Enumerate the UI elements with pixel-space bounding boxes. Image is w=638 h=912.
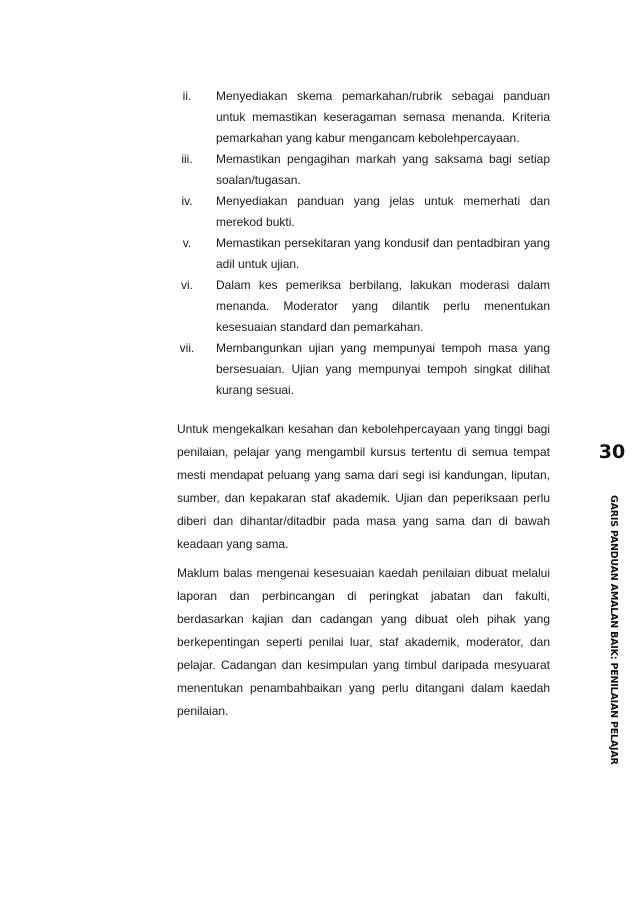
numbered-list [164, 86, 550, 401]
list-item [164, 191, 550, 233]
running-title: GARIS PANDUAN AMALAN BAIK: PENILAIAN PELAJAR [608, 495, 619, 765]
body-paragraph: Untuk mengekalkan kesahan dan kebolehpercayaan yang tinggi bagi penilaian, pelajar yang mengambil kursus tertentu di semua tempat mesti mendapat peluang yang sama dari segi isi kandungan, liputan, sumber, dan kepakaran staf akademik. Ujian dan peperiksaan perlu diberi dan dihantar/ditadbir pada masa yang sama dan di bawah keadaan yang sama. [177, 422, 550, 551]
list-item [164, 86, 550, 149]
list-item-number: vi. [181, 278, 193, 292]
body-paragraph: Maklum balas mengenai kesesuaian kaedah penilaian dibuat melalui laporan dan perbincangan di peringkat jabatan dan fakulti, berdasarkan kajian dan cadangan yang dibuat oleh pihak yang berkepentingan seperti penilai luar, staf akademik, moderator, dan pelajar. Cadangan dan kesimpulan yang timbul daripada mesyuarat menentukan penambahbaikan yang perlu ditangani dalam kaedah penilaian. [177, 566, 550, 718]
list-item-text: Menyediakan skema pemarkahan/rubrik sebagai panduan untuk memastikan keseragaman semasa menanda. Kriteria pemarkahan yang kabur mengancam kebolehpercayaan. [216, 89, 550, 145]
list-item-text: Dalam kes pemeriksa berbilang, lakukan moderasi dalam menanda. Moderator yang dilantik perlu menentukan kesesuaian standard dan pemarkahan. [216, 278, 550, 334]
list-item-number: vii. [179, 341, 195, 355]
list-item [164, 338, 550, 401]
list-item-number: v. [182, 236, 192, 250]
list-item [164, 233, 550, 275]
list-item-text: Menyediakan panduan yang jelas untuk memerhati dan merekod bukti. [216, 194, 550, 229]
list-item-text: Memastikan persekitaran yang kondusif dan pentadbiran yang adil untuk ujian. [216, 236, 550, 271]
list-item-number: iv. [181, 194, 193, 208]
list-item-text: Membangunkan ujian yang mempunyai tempoh masa yang bersesuaian. Ujian yang mempunyai tempoh singkat dilihat kurang sesuai. [216, 341, 550, 397]
list-item [164, 149, 550, 191]
list-item [164, 275, 550, 338]
list-item-number: ii. [182, 89, 192, 103]
list-item-number: iii. [181, 152, 193, 166]
list-item-text: Memastikan pengagihan markah yang saksama bagi setiap soalan/tugasan. [216, 152, 550, 187]
page-number: 30 [598, 441, 626, 463]
